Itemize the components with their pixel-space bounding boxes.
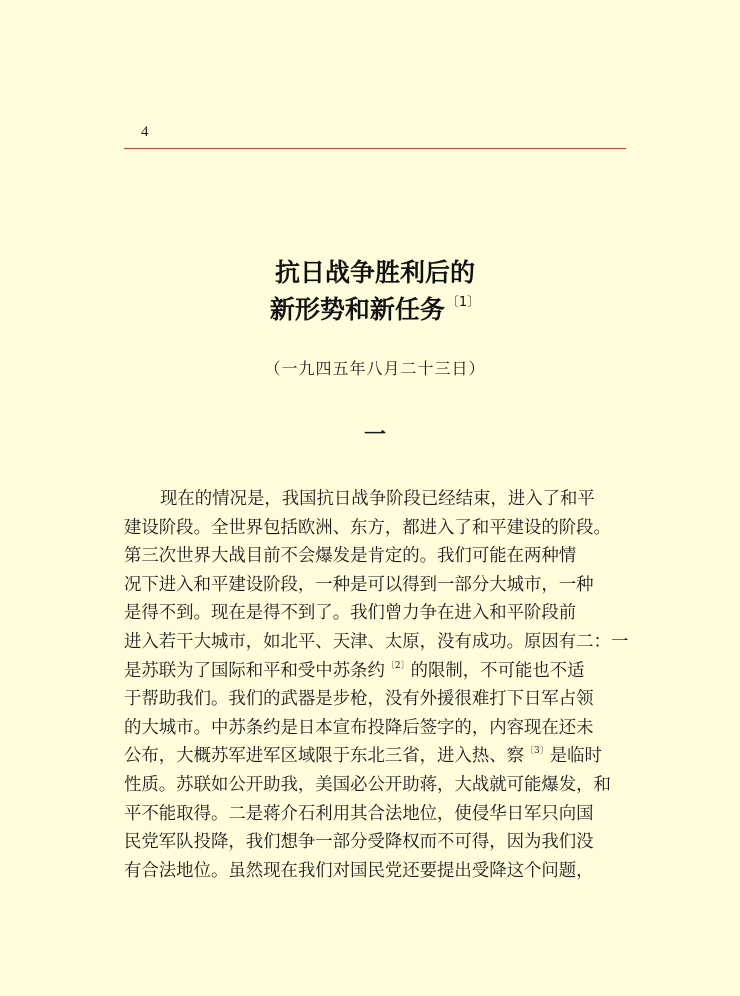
body-text-segment: 的限制，不可能也不适 bbox=[410, 660, 585, 681]
body-line bbox=[124, 657, 628, 686]
body-line: 况下进入和平建设阶段，一种是可以得到一部分大城市，一种 bbox=[124, 574, 594, 595]
body-line: 的大城市。中苏条约是日本宣布投降后签字的，内容现在还未 bbox=[124, 717, 594, 738]
body-text-segment: 是苏联为了国际和平和受中苏条约 bbox=[124, 660, 385, 681]
footnote-ref-3: 〔3〕 bbox=[525, 746, 549, 757]
body-line: 第三次世界大战目前不会爆发是肯定的。我们可能在两种情 bbox=[124, 546, 577, 567]
body-text-segment: 是临时 bbox=[549, 746, 602, 767]
footnote-ref-2: 〔2〕 bbox=[385, 660, 410, 671]
page-number: 4 bbox=[141, 124, 149, 140]
body-line: 建设阶段。全世界包括欧洲、东方，都进入了和平建设的阶段。 bbox=[124, 517, 611, 538]
article-title bbox=[124, 254, 626, 328]
body-line: 于帮助我们。我们的武器是步枪，没有外援很难打下日军占领 bbox=[124, 689, 594, 710]
body-line: 有合法地位。虽然现在我们对国民党还要提出受降这个问题， bbox=[124, 860, 594, 881]
body-line: 性质。苏联如公开助我，美国必公开助蒋，大战就可能爆发，和 bbox=[124, 774, 611, 795]
title-line-2 bbox=[124, 291, 626, 328]
body-line: 是得不到。现在是得不到了。我们曾力争在进入和平阶段前 bbox=[124, 603, 577, 624]
header-rule bbox=[124, 148, 626, 149]
body-line: 现在的情况是，我国抗日战争阶段已经结束，进入了和平 bbox=[160, 489, 595, 509]
body-line: 平不能取得。二是蒋介石利用其合法地位，使侵华日军只向国 bbox=[124, 803, 594, 824]
title-line-2-text: 新形势和新任务 bbox=[269, 295, 445, 324]
body-paragraph bbox=[124, 485, 628, 885]
body-line: 进入若干大城市，如北平、天津、太原，没有成功。原因有二：一 bbox=[124, 631, 629, 652]
section-number: 一 bbox=[363, 423, 386, 448]
article-date: （一九四五年八月二十三日） bbox=[264, 359, 486, 378]
body-text-segment: 公布，大概苏军进军区域限于东北三省，进入热、察 bbox=[124, 746, 524, 767]
body-line bbox=[124, 742, 628, 771]
body-line: 民党军队投降，我们想争一部分受降权而不可得，因为我们没 bbox=[124, 832, 594, 853]
title-line-1: 抗日战争胜利后的 bbox=[274, 258, 475, 287]
title-footnote-ref: 〔1〕 bbox=[445, 295, 481, 310]
